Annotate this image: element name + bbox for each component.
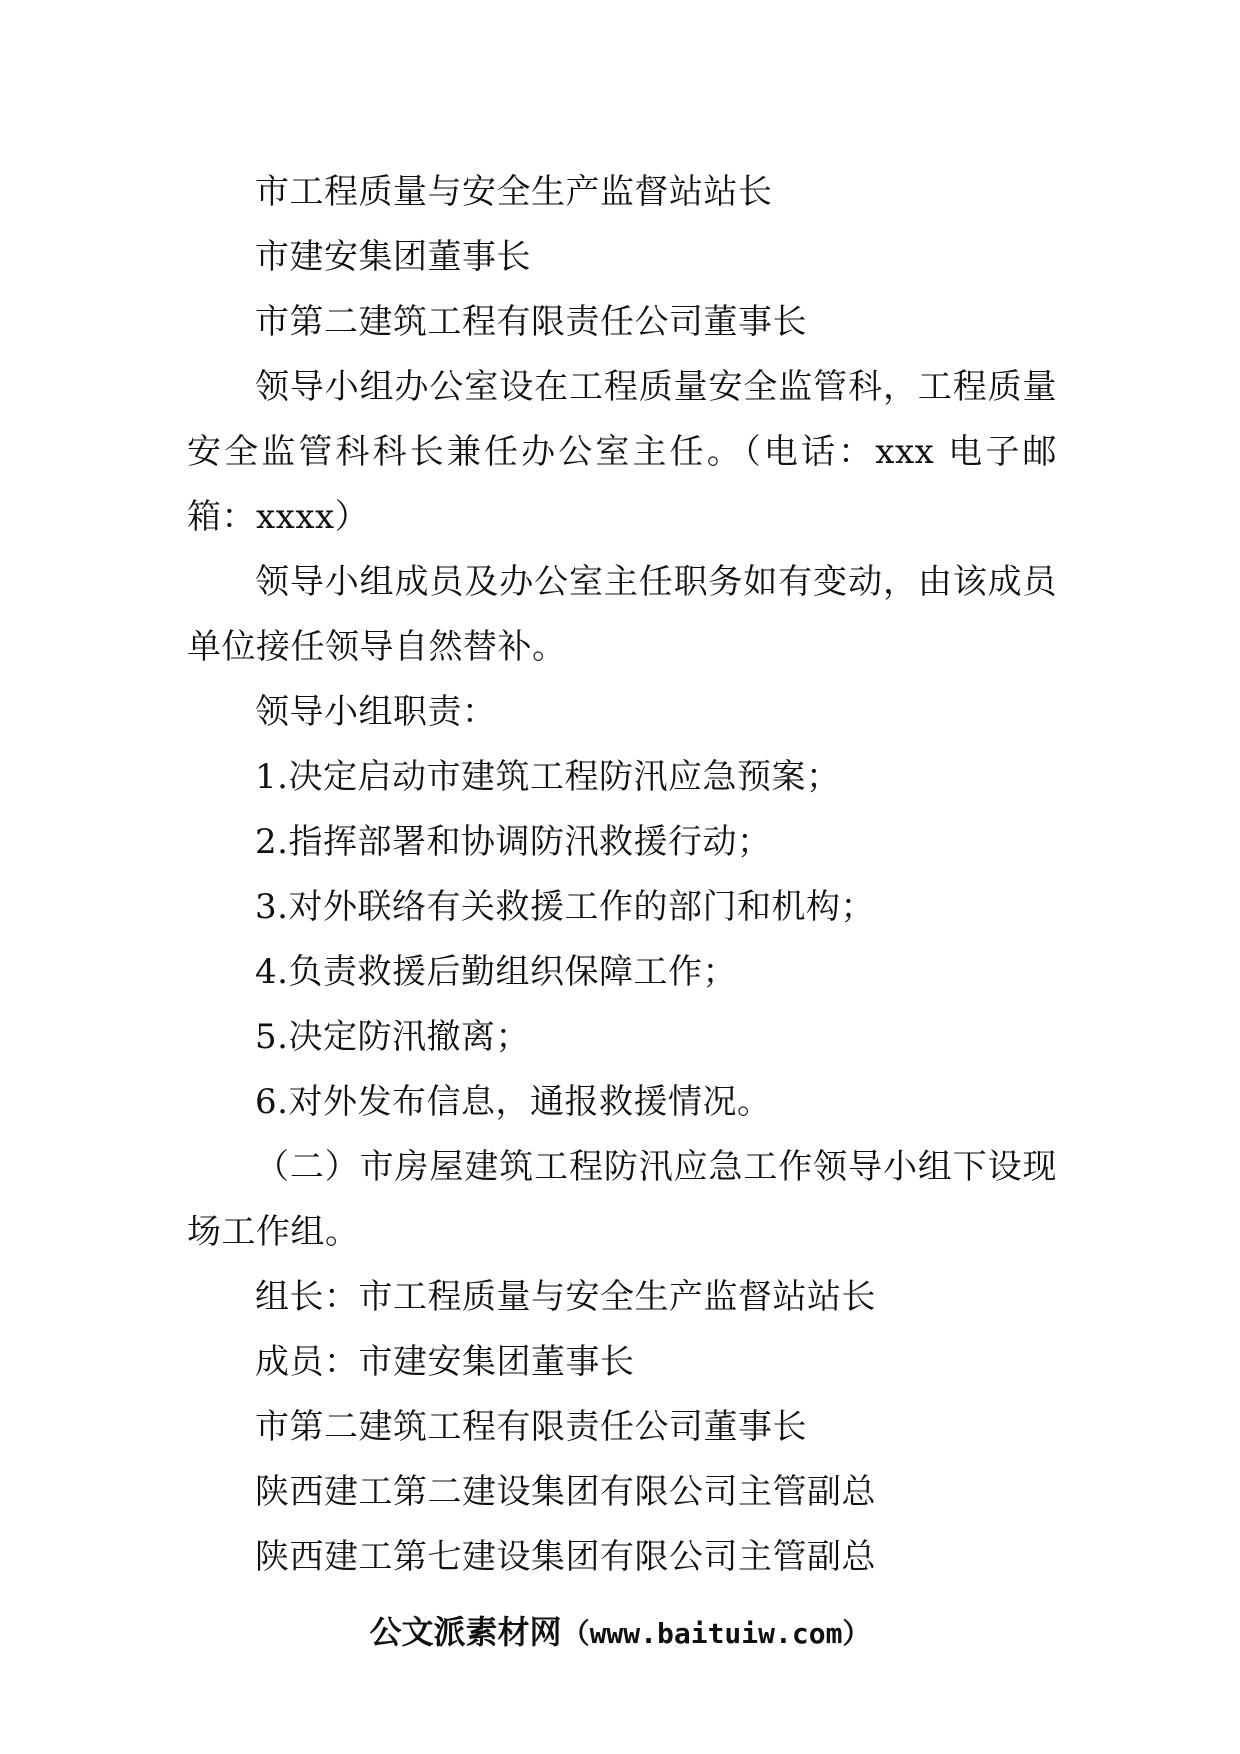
- paragraph: 领导小组办公室设在工程质量安全监管科，工程质量安全监管科科长兼任办公室主任。（电话：xxx 电子邮箱：xxxx）: [187, 367, 1057, 537]
- section-heading: （二）市房屋建筑工程防汛应急工作领导小组下设现场工作组。: [187, 1147, 1057, 1252]
- page-footer: [0, 1612, 1240, 1654]
- footer-site-name: 公文派素材网: [369, 1613, 562, 1651]
- footer-site-url[interactable]: （www.baituiw.com）: [561, 1617, 871, 1650]
- list-item: 6.对外发布信息，通报救援情况。: [255, 1082, 772, 1122]
- list-item: 5.决定防汛撤离；: [255, 1017, 530, 1057]
- document-body: [187, 160, 1057, 1590]
- paragraph: 成员：市建安集团董事长: [255, 1342, 635, 1382]
- list-item: 4.负责救援后勤组织保障工作；: [255, 952, 737, 992]
- paragraph: 陕西建工第七建设集团有限公司主管副总: [255, 1537, 876, 1577]
- paragraph: 市第二建筑工程有限责任公司董事长: [255, 302, 807, 342]
- list-item: 2.指挥部署和协调防汛救援行动；: [255, 822, 772, 862]
- list-item: 3.对外联络有关救援工作的部门和机构；: [255, 887, 875, 927]
- paragraph: 领导小组成员及办公室主任职务如有变动，由该成员单位接任领导自然替补。: [187, 562, 1057, 667]
- paragraph: 领导小组职责：: [255, 692, 497, 732]
- paragraph: 市工程质量与安全生产监督站站长: [255, 172, 773, 212]
- paragraph: 市建安集团董事长: [255, 237, 531, 277]
- paragraph: 组长：市工程质量与安全生产监督站站长: [255, 1277, 876, 1317]
- paragraph: 市第二建筑工程有限责任公司董事长: [255, 1407, 807, 1447]
- paragraph: 陕西建工第二建设集团有限公司主管副总: [255, 1472, 876, 1512]
- list-item: 1.决定启动市建筑工程防汛应急预案；: [255, 757, 841, 797]
